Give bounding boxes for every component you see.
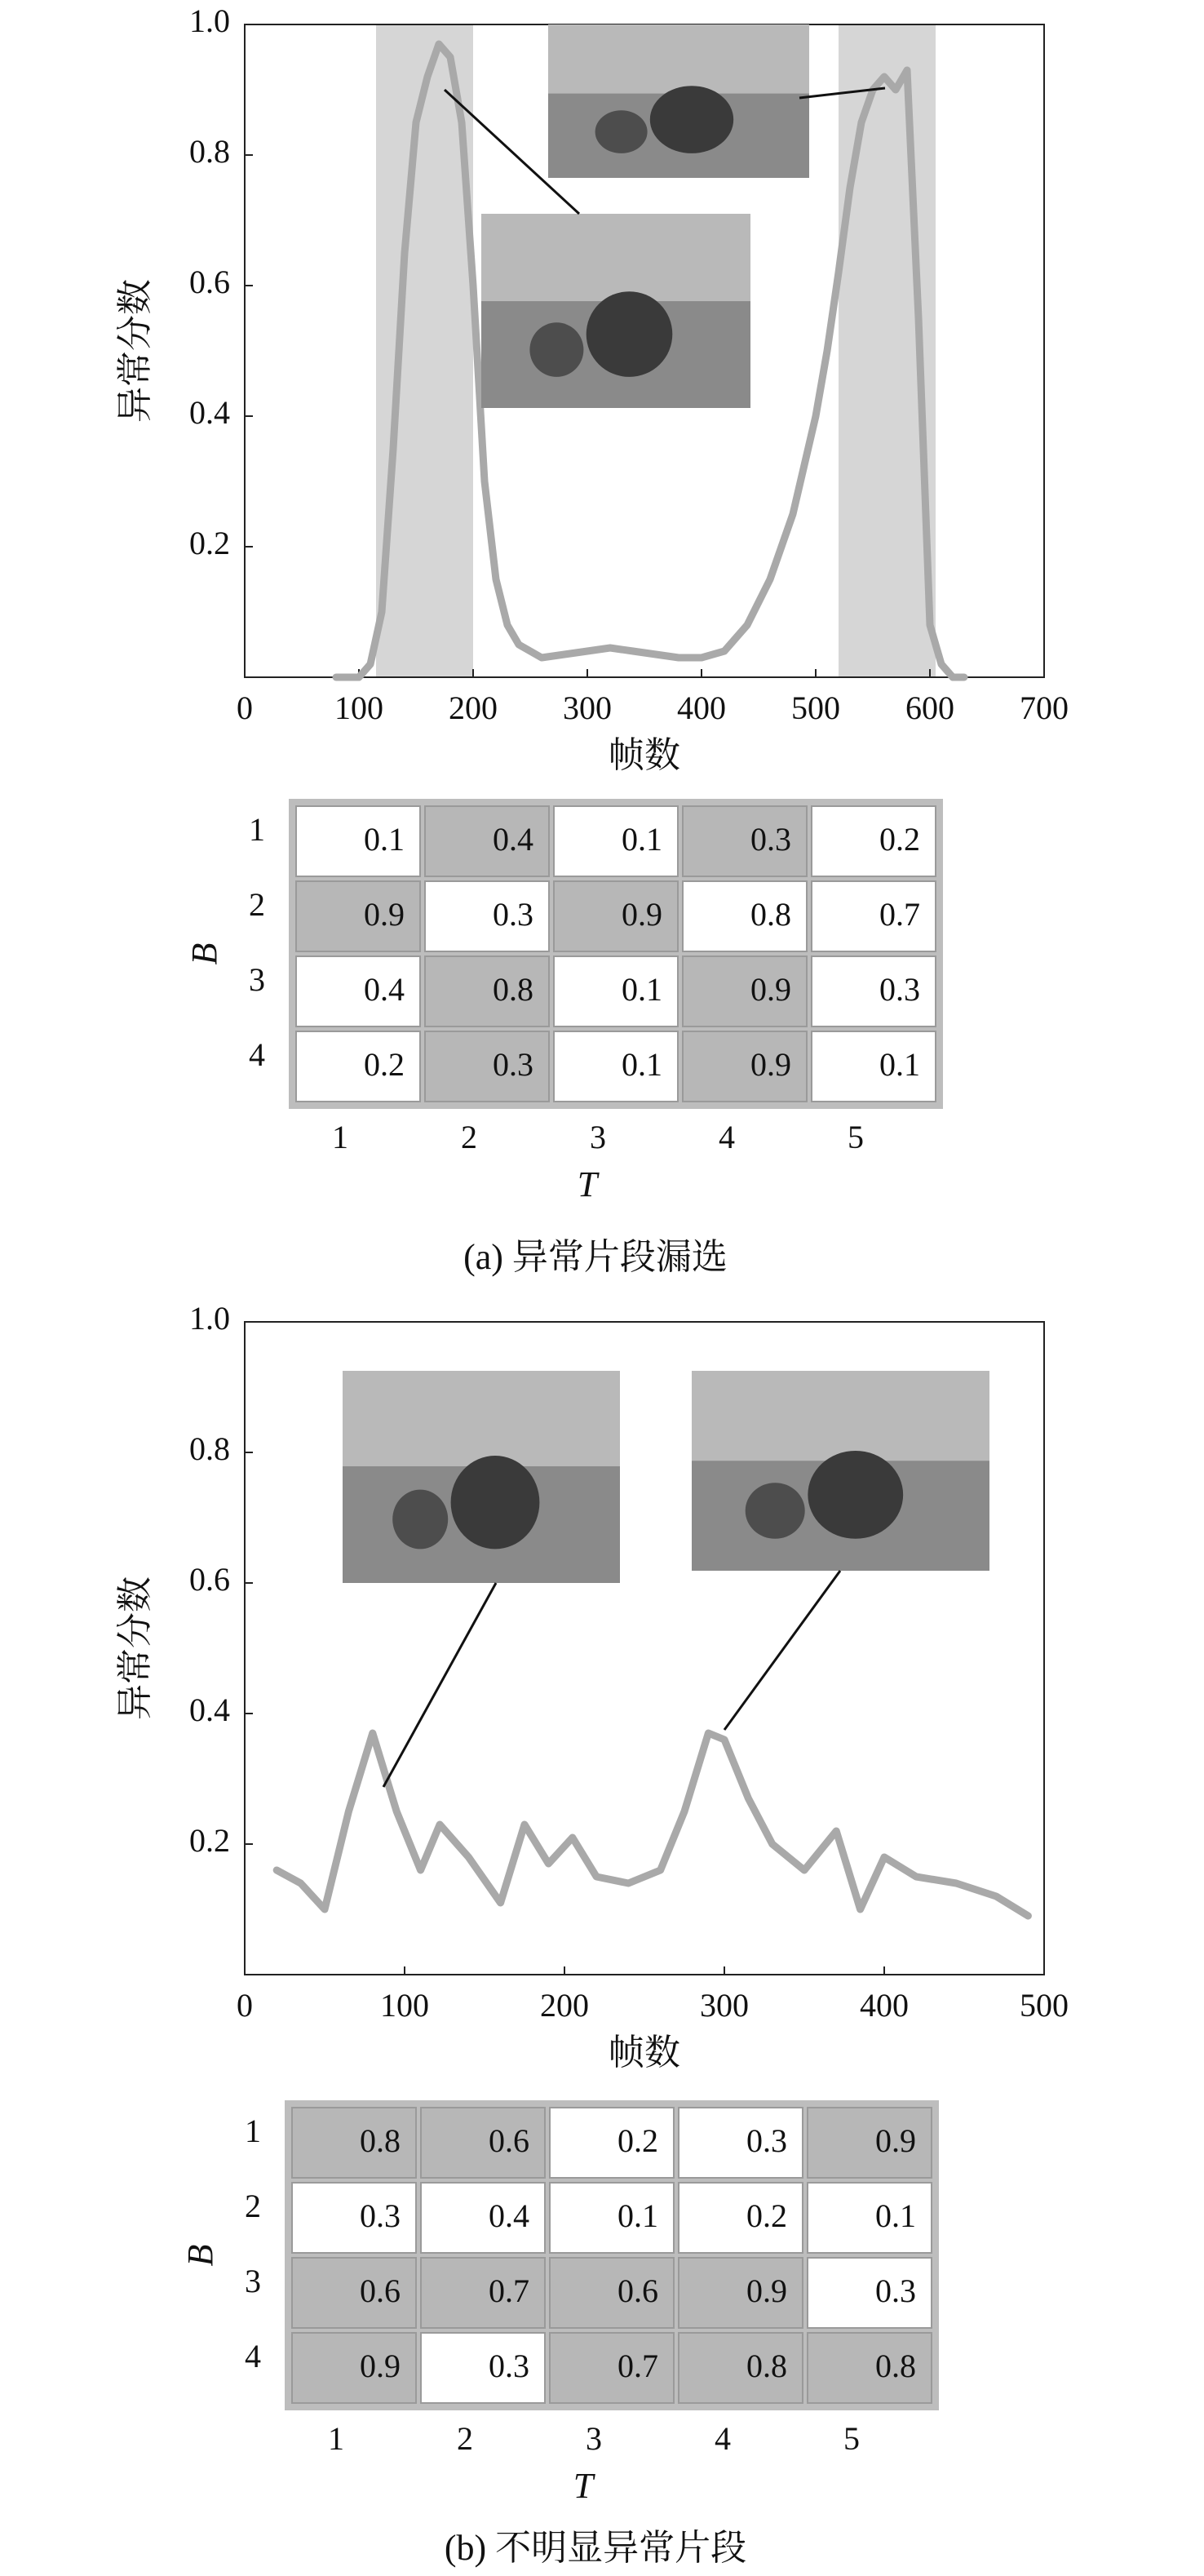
- video-frame-thumbnail: [481, 214, 750, 408]
- heatmap-col-label: 3: [590, 1119, 606, 1156]
- heatmap-table: [184, 799, 943, 1204]
- heatmap-row-label: 4: [245, 2338, 261, 2375]
- callout-line: [724, 1571, 840, 1730]
- heatmap-cell-value: 0.6: [617, 2272, 658, 2310]
- video-frame-thumbnail: [692, 1371, 989, 1571]
- y-tick-label: 1.0: [189, 1300, 230, 1337]
- x-tick-label: 300: [563, 689, 612, 727]
- panel-a: [115, 2, 1069, 1277]
- heatmap-cell-value: 0.1: [622, 1046, 662, 1084]
- x-tick-label: 0: [237, 1987, 253, 2024]
- thumbnail-figure: [529, 322, 583, 377]
- heatmap-cell-value: 0.3: [489, 2348, 529, 2385]
- heatmap-x-label: T: [577, 1164, 598, 1205]
- x-tick-label: 600: [905, 689, 954, 727]
- heatmap-col-label: 4: [719, 1119, 735, 1156]
- heatmap-cell-value: 0.8: [493, 971, 533, 1009]
- heatmap-cell-value: 0.8: [750, 896, 791, 933]
- heatmap-cell-value: 0.3: [493, 1046, 533, 1084]
- heatmap-cell-value: 0.9: [364, 896, 405, 933]
- heatmap-cell-value: 0.3: [879, 971, 920, 1009]
- heatmap-row-label: 4: [249, 1036, 265, 1074]
- heatmap-cell-value: 0.3: [493, 896, 533, 933]
- thumbnail-figure: [392, 1490, 448, 1550]
- heatmap-cell-value: 0.3: [875, 2272, 916, 2310]
- heatmap-col-label: 2: [461, 1119, 477, 1156]
- heatmap-cell-value: 0.4: [364, 971, 405, 1009]
- heatmap-cell-value: 0.6: [489, 2122, 529, 2160]
- y-tick-label: 0.8: [189, 1430, 230, 1468]
- heatmap-cell-value: 0.2: [617, 2122, 658, 2160]
- x-tick-label: 500: [791, 689, 840, 727]
- x-tick-label: 200: [449, 689, 498, 727]
- heatmap-col-label: 4: [715, 2420, 731, 2458]
- heatmap-x-label: T: [573, 2466, 594, 2507]
- heatmap-row-label: 1: [249, 811, 265, 849]
- heatmap-cell-value: 0.9: [746, 2272, 787, 2310]
- thumbnail-figure: [451, 1456, 540, 1549]
- x-axis-label: 帧数: [609, 735, 680, 776]
- heatmap-cell-value: 0.3: [360, 2197, 401, 2235]
- heatmap-cell-value: 0.9: [875, 2122, 916, 2160]
- x-tick-label: 200: [540, 1987, 589, 2024]
- heatmap-col-label: 3: [586, 2420, 602, 2458]
- video-frame-thumbnail: [548, 24, 809, 178]
- thumbnail-region: [343, 1371, 620, 1466]
- y-tick-label: 0.6: [189, 1561, 230, 1598]
- heatmap-row-label: 1: [245, 2113, 261, 2150]
- y-tick-label: 1.0: [189, 2, 230, 40]
- heatmap-cell-value: 0.3: [750, 821, 791, 858]
- y-axis-label: 异常分数: [115, 279, 156, 423]
- series-line: [277, 1733, 1028, 1916]
- x-tick-label: 400: [860, 1987, 909, 2024]
- heatmap-cell-value: 0.7: [617, 2348, 658, 2385]
- heatmap-row-label: 3: [245, 2263, 261, 2300]
- panel-b: [115, 1300, 1069, 2568]
- x-tick-label: 100: [380, 1987, 429, 2024]
- heatmap-cell-value: 0.8: [746, 2348, 787, 2385]
- thumbnail-region: [548, 24, 809, 94]
- panel-caption: (b) 不明显异常片段: [444, 2528, 747, 2569]
- video-frame-thumbnail: [343, 1371, 620, 1583]
- heatmap-row-label: 3: [249, 961, 265, 999]
- heatmap-cell-value: 0.4: [489, 2197, 529, 2235]
- thumbnail-region: [692, 1371, 989, 1461]
- heatmap-row-label: 2: [249, 886, 265, 924]
- heatmap-col-label: 5: [843, 2420, 860, 2458]
- x-tick-label: 100: [334, 689, 383, 727]
- heatmap-cell-value: 0.9: [360, 2348, 401, 2385]
- heatmap-col-label: 1: [328, 2420, 344, 2458]
- heatmap-table: [180, 2100, 939, 2506]
- y-tick-label: 0.2: [189, 525, 230, 562]
- x-tick-label: 300: [700, 1987, 749, 2024]
- y-tick-label: 0.4: [189, 1691, 230, 1729]
- y-tick-label: 0.4: [189, 394, 230, 432]
- heatmap-cell-value: 0.4: [493, 821, 533, 858]
- heatmap-cell-value: 0.7: [489, 2272, 529, 2310]
- heatmap-cell-value: 0.1: [622, 971, 662, 1009]
- callout-line: [383, 1583, 496, 1787]
- x-axis-label: 帧数: [609, 2033, 680, 2073]
- heatmap-cell-value: 0.1: [364, 821, 405, 858]
- y-tick-label: 0.6: [189, 264, 230, 301]
- y-axis-label: 异常分数: [115, 1576, 156, 1720]
- heatmap-cell-value: 0.8: [875, 2348, 916, 2385]
- heatmap-cell-value: 0.9: [750, 971, 791, 1009]
- thumbnail-figure: [746, 1483, 805, 1539]
- heatmap-cell-value: 0.2: [746, 2197, 787, 2235]
- panel-caption: (a) 异常片段漏选: [463, 1237, 728, 1278]
- thumbnail-figure: [808, 1451, 903, 1539]
- heatmap-cell-value: 0.6: [360, 2272, 401, 2310]
- y-tick-label: 0.8: [189, 133, 230, 171]
- x-tick-label: 700: [1020, 689, 1069, 727]
- heatmap-cell-value: 0.2: [879, 821, 920, 858]
- heatmap-cell-value: 0.2: [364, 1046, 405, 1084]
- thumbnail-figure: [595, 110, 648, 153]
- heatmap-cell-value: 0.8: [360, 2122, 401, 2160]
- heatmap-col-label: 2: [457, 2420, 473, 2458]
- heatmap-row-label: 2: [245, 2188, 261, 2225]
- y-tick-label: 0.2: [189, 1822, 230, 1860]
- heatmap-cell-value: 0.7: [879, 896, 920, 933]
- heatmap-y-label: B: [184, 942, 225, 965]
- heatmap-cell-value: 0.3: [746, 2122, 787, 2160]
- thumbnail-figure: [587, 291, 673, 377]
- heatmap-col-label: 5: [848, 1119, 864, 1156]
- heatmap-cell-value: 0.9: [622, 896, 662, 933]
- x-tick-label: 400: [677, 689, 726, 727]
- heatmap-cell-value: 0.9: [750, 1046, 791, 1084]
- x-tick-label: 500: [1020, 1987, 1069, 2024]
- thumbnail-region: [481, 214, 750, 301]
- thumbnail-figure: [650, 86, 733, 153]
- heatmap-col-label: 1: [332, 1119, 348, 1156]
- x-tick-label: 0: [237, 689, 253, 727]
- heatmap-y-label: B: [180, 2244, 221, 2267]
- heatmap-cell-value: 0.1: [622, 821, 662, 858]
- heatmap-cell-value: 0.1: [879, 1046, 920, 1084]
- heatmap-cell-value: 0.1: [617, 2197, 658, 2235]
- heatmap-cell-value: 0.1: [875, 2197, 916, 2235]
